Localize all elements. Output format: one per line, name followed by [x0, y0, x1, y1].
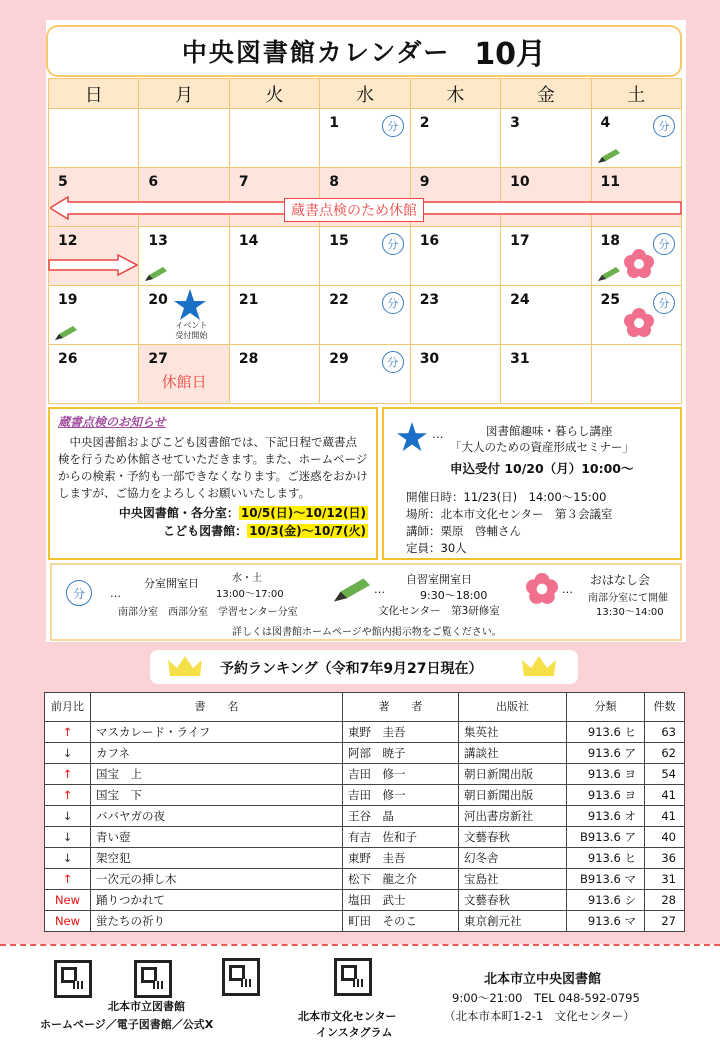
branch-open-icon: 分: [653, 115, 675, 137]
day-cell: [410, 227, 500, 286]
day-number: 16: [419, 233, 440, 249]
reserve-count: 40: [645, 827, 685, 848]
day-number: 27: [148, 351, 168, 367]
closure-end-arrow: [48, 254, 138, 276]
legend-note: 詳しくは図書館ホームページや館内掲示物をご覧ください。: [232, 627, 502, 638]
notice-heading: 蔵書点検のお知らせ: [58, 415, 166, 429]
legend-panel: [50, 563, 682, 641]
ranking-column-header: 前月比: [45, 693, 91, 722]
notice-dates: [58, 504, 368, 540]
weekday-thu: 木: [410, 79, 500, 109]
day-number: 12: [58, 233, 78, 249]
day-cell: [320, 227, 410, 286]
book-class: 913.6 マ: [567, 911, 645, 932]
notice-line1-date: 10/5(日)〜10/12(日): [240, 506, 366, 520]
book-author: 吉田 修一: [343, 764, 459, 785]
book-title: カフネ: [91, 743, 343, 764]
footer: [0, 944, 720, 1040]
legend-study-hours: 9:30〜18:00: [420, 589, 488, 602]
seminar-capacity: 定員：30人: [406, 541, 467, 555]
day-number: 19: [58, 292, 78, 308]
footer-cc-insta: インスタグラム: [316, 1026, 393, 1039]
table-row: [45, 743, 685, 764]
pencil-icon: [55, 326, 77, 340]
table-row: [45, 827, 685, 848]
day-number: 22: [329, 292, 349, 308]
library-name: 北本市立中央図書館: [484, 972, 602, 987]
trend-indicator: ↑: [45, 785, 91, 806]
table-row: [45, 806, 685, 827]
day-cell: [591, 227, 681, 286]
branch-open-icon: 分: [653, 233, 675, 255]
holiday-label: 休館日: [161, 373, 207, 391]
day-cell: [591, 109, 681, 168]
book-title: 青い壺: [91, 827, 343, 848]
weekday-sat: 土: [591, 79, 681, 109]
trend-indicator: ↑: [45, 869, 91, 890]
flower-icon: [526, 573, 558, 605]
day-cell: [501, 227, 591, 286]
book-publisher: 宝島社: [459, 869, 567, 890]
day-cell: [229, 227, 319, 286]
seminar-date: 開催日時：11/23(日) 14:00〜15:00: [406, 490, 607, 504]
notice-line2-label: こども図書館：: [163, 524, 248, 538]
day-cell: [320, 109, 410, 168]
trend-indicator: ↓: [45, 806, 91, 827]
book-publisher: 文藝春秋: [459, 890, 567, 911]
crown-icon: [168, 656, 202, 678]
seminar-info: [382, 407, 682, 560]
seminar-signup: 申込受付 10/20（月）10:00〜: [450, 461, 634, 476]
table-row: [45, 848, 685, 869]
book-publisher: 文藝春秋: [459, 827, 567, 848]
legend-story-title: おはなし会: [590, 573, 651, 587]
book-title: 国宝 下: [91, 785, 343, 806]
qr-code[interactable]: [134, 960, 172, 998]
book-title: マスカレード・ライフ: [91, 722, 343, 743]
weekday-sun: 日: [49, 79, 139, 109]
day-cell: [139, 227, 229, 286]
weekday-fri: 金: [501, 79, 591, 109]
pencil-icon: [334, 575, 370, 605]
table-row: [45, 911, 685, 932]
book-publisher: 河出書房新社: [459, 806, 567, 827]
qr-code[interactable]: [54, 960, 92, 998]
branch-open-icon: 分: [382, 292, 404, 314]
branch-open-icon: 分: [382, 115, 404, 137]
legend-dots: …: [374, 583, 385, 596]
notice-line2-date: 10/3(金)〜10/7(火): [249, 524, 366, 538]
inventory-notice: [48, 407, 378, 560]
book-author: 有吉 佐和子: [343, 827, 459, 848]
day-number: 31: [510, 351, 530, 367]
day-number: 28: [238, 351, 259, 367]
branch-open-icon: 分: [66, 580, 92, 606]
book-class: 913.6 ヒ: [567, 848, 645, 869]
day-cell: [410, 109, 500, 168]
seminar-series: 図書館趣味・暮らし講座: [486, 424, 613, 438]
book-publisher: 朝日新聞出版: [459, 785, 567, 806]
ranking-column-header: 出版社: [459, 693, 567, 722]
footer-lib-label: 北本市立図書館: [108, 1000, 185, 1013]
seminar-place: 場所：北本市文化センター 第３会議室: [406, 507, 613, 521]
weekday-header-row: [49, 79, 682, 109]
seminar-lecturer: 講師：栗原 啓輔さん: [406, 524, 521, 538]
qr-code[interactable]: [222, 958, 260, 996]
book-class: 913.6 シ: [567, 890, 645, 911]
legend-story-place: 南部分室にて開催: [588, 593, 668, 604]
table-row: [45, 890, 685, 911]
day-cell: [591, 345, 681, 404]
flower-icon: [624, 308, 654, 338]
legend-study-place: 文化センター 第3研修室: [378, 605, 500, 617]
book-author: 王谷 晶: [343, 806, 459, 827]
calendar-grid: [48, 78, 682, 404]
ranking-column-header: 書 名: [91, 693, 343, 722]
day-number: 9: [419, 174, 430, 190]
ranking-column-header: 件数: [645, 693, 685, 722]
day-number: 21: [238, 292, 259, 308]
library-address: （北本市本町1-2-1 文化センター）: [444, 1009, 635, 1023]
reserve-count: 27: [645, 911, 685, 932]
day-number: 5: [58, 174, 68, 190]
day-cell: [501, 286, 591, 345]
legend-dots: …: [562, 583, 573, 596]
legend-branch-hours: 13:00〜17:00: [216, 589, 284, 600]
footer-cc-label: 北本市文化センター: [298, 1010, 397, 1023]
day-number: 4: [600, 115, 611, 131]
reserve-count: 28: [645, 890, 685, 911]
day-cell: [501, 109, 591, 168]
qr-code[interactable]: [334, 958, 372, 996]
legend-dots: …: [110, 587, 121, 600]
weekday-tue: 火: [229, 79, 319, 109]
day-cell: [229, 345, 319, 404]
book-class: 913.6 ヨ: [567, 785, 645, 806]
day-number: 26: [58, 351, 78, 367]
day-number: 24: [510, 292, 530, 308]
pencil-icon: [145, 267, 167, 281]
table-row: [45, 764, 685, 785]
day-number: 2: [419, 115, 430, 131]
trend-indicator: ↓: [45, 743, 91, 764]
ranking-column-header: 分類: [567, 693, 645, 722]
day-cell: [139, 109, 229, 168]
day-number: 10: [510, 174, 530, 190]
day-number: 15: [329, 233, 349, 249]
crown-icon: [522, 656, 556, 678]
day-cell: [139, 286, 229, 345]
page-title: 中央図書館カレンダー: [181, 38, 451, 67]
day-cell: [49, 109, 139, 168]
star-icon: [173, 288, 207, 322]
ranking-title: 予約ランキング（令和7年9月27日現在）: [220, 661, 483, 677]
trend-indicator: ↓: [45, 848, 91, 869]
book-title: 蛍たちの祈り: [91, 911, 343, 932]
day-cell: [49, 345, 139, 404]
day-cell: [229, 109, 319, 168]
footer-lib-links: ホームページ／電子図書館／公式X: [40, 1018, 214, 1031]
day-number: 20: [148, 292, 168, 308]
reserve-count: 41: [645, 806, 685, 827]
flower-icon: [624, 249, 654, 279]
day-number: 25: [600, 292, 621, 308]
day-number: 14: [238, 233, 259, 249]
book-publisher: 幻冬舎: [459, 848, 567, 869]
pencil-icon: [598, 149, 620, 163]
week-row: [49, 286, 682, 345]
notice-body: 中央図書館およびこども図書館では、下記日程で蔵書点検を行うため休館させていただきます。また、ホームページからの検索・予約も一部できなくなります。ご迷惑をおかけしますが、ご協力をよろしくお願いいたします。: [58, 435, 368, 500]
book-title: ババヤガの夜: [91, 806, 343, 827]
table-row: [45, 722, 685, 743]
book-author: 吉田 修一: [343, 785, 459, 806]
day-cell: [320, 286, 410, 345]
ranking-table: [44, 692, 685, 932]
table-row: [45, 869, 685, 890]
book-author: 塩田 武士: [343, 890, 459, 911]
ranking-header-row: [45, 693, 685, 722]
branch-open-icon: 分: [382, 233, 404, 255]
star-icon: [396, 421, 428, 453]
reserve-count: 62: [645, 743, 685, 764]
day-number: 13: [148, 233, 168, 249]
branch-open-icon: 分: [653, 292, 675, 314]
day-number: 23: [419, 292, 440, 308]
branch-open-icon: 分: [382, 351, 404, 373]
day-number: 29: [329, 351, 349, 367]
book-author: 町田 そのこ: [343, 911, 459, 932]
legend-story-hours: 13:30〜14:00: [596, 607, 664, 618]
book-publisher: 講談社: [459, 743, 567, 764]
day-number: 3: [510, 115, 520, 131]
notice-line1-label: 中央図書館・各分室：: [118, 506, 239, 520]
book-class: 913.6 ヨ: [567, 764, 645, 785]
trend-indicator: ↓: [45, 827, 91, 848]
day-number: 7: [238, 174, 249, 190]
day-number: 1: [329, 115, 340, 131]
book-publisher: 東京創元社: [459, 911, 567, 932]
day-cell: [49, 286, 139, 345]
book-publisher: 朝日新聞出版: [459, 764, 567, 785]
legend-branch-places: 南部分室 西部分室 学習センター分室: [118, 607, 298, 618]
seminar-title: 「大人のための資産形成セミナー」: [450, 440, 634, 454]
day-cell: [591, 286, 681, 345]
reserve-count: 63: [645, 722, 685, 743]
book-author: 松下 龍之介: [343, 869, 459, 890]
legend-branch-days: 水・土: [232, 573, 262, 584]
day-cell: [501, 345, 591, 404]
ranking-column-header: 著 者: [343, 693, 459, 722]
trend-indicator: New: [45, 890, 91, 911]
book-class: B913.6 ア: [567, 827, 645, 848]
book-class: 913.6 オ: [567, 806, 645, 827]
weekday-wed: 水: [320, 79, 410, 109]
closure-label: 蔵書点検のため休館: [284, 198, 424, 222]
week-row: [49, 345, 682, 404]
event-start-label: イベント 受付開始: [175, 321, 208, 340]
trend-indicator: ↑: [45, 764, 91, 785]
day-number: 11: [600, 174, 621, 190]
reserve-count: 54: [645, 764, 685, 785]
library-hours: 9:00〜21:00 TEL 048-592-0795: [452, 991, 640, 1005]
book-author: 東野 圭吾: [343, 848, 459, 869]
day-number: 6: [148, 174, 159, 190]
book-class: B913.6 マ: [567, 869, 645, 890]
day-cell: [410, 345, 500, 404]
reserve-count: 36: [645, 848, 685, 869]
day-cell: [320, 345, 410, 404]
book-class: 913.6 ア: [567, 743, 645, 764]
week-row: [49, 227, 682, 286]
day-number: 17: [510, 233, 530, 249]
pencil-icon: [598, 267, 620, 281]
legend-branch-title: 分室開室日: [144, 577, 199, 590]
trend-indicator: ↑: [45, 722, 91, 743]
week-row: [49, 109, 682, 168]
day-cell: [229, 286, 319, 345]
day-cell: [410, 286, 500, 345]
weekday-mon: 月: [139, 79, 229, 109]
table-row: [45, 785, 685, 806]
month-label: 10月: [474, 37, 547, 72]
book-title: 架空犯: [91, 848, 343, 869]
day-number: 18: [600, 233, 621, 249]
reserve-count: 41: [645, 785, 685, 806]
book-publisher: 集英社: [459, 722, 567, 743]
legend-study-title: 自習室開室日: [406, 573, 472, 586]
book-author: 阿部 暁子: [343, 743, 459, 764]
day-number: 8: [329, 174, 340, 190]
book-title: 一次元の挿し木: [91, 869, 343, 890]
trend-indicator: New: [45, 911, 91, 932]
day-cell: [139, 345, 229, 404]
book-title: 国宝 上: [91, 764, 343, 785]
book-author: 東野 圭吾: [343, 722, 459, 743]
book-title: 踊りつかれて: [91, 890, 343, 911]
reserve-count: 31: [645, 869, 685, 890]
day-number: 30: [419, 351, 440, 367]
seminar-dots: …: [432, 427, 444, 441]
calendar-title: [46, 25, 682, 77]
book-class: 913.6 ヒ: [567, 722, 645, 743]
